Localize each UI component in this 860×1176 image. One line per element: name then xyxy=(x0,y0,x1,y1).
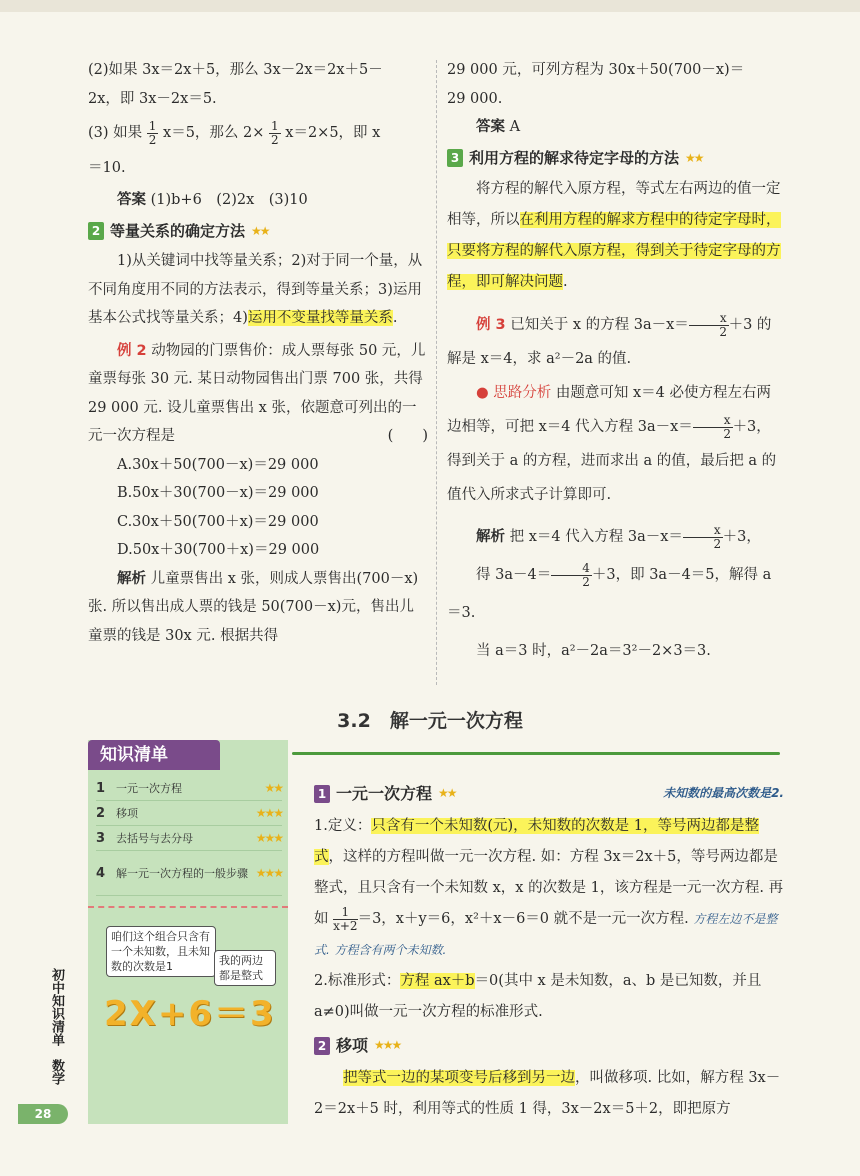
page-number: 28 xyxy=(18,1104,68,1124)
fraction xyxy=(551,562,592,589)
fraction-denominator: 2 xyxy=(148,132,157,147)
section-heading-2 xyxy=(88,217,428,246)
choice-c: C.30x＋50(700＋x)＝29 000 xyxy=(117,513,319,530)
page-edge xyxy=(0,0,860,12)
fraction xyxy=(683,524,723,551)
right-column xyxy=(447,56,782,670)
standard-form-label: 2.标准形式： xyxy=(314,973,401,989)
dashed-separator xyxy=(88,906,288,908)
text-fragment: x＝2×5，即 x xyxy=(285,125,381,141)
fraction-denominator: x+2 xyxy=(333,918,358,933)
thinking-text: 由题意可知 x＝4 必使方程左右两边相等，可把 x＝4 代入方程 3a－x＝ xyxy=(447,385,771,435)
lightbulb-icon: ● xyxy=(476,385,489,401)
choice-d: D.50x＋30(700＋x)＝29 000 xyxy=(117,542,320,558)
definition-text: ＝3，x＋y＝6，x²＋x－6＝0 就不是一元一次方程. xyxy=(357,911,689,927)
text-line: ＝10. xyxy=(88,159,126,176)
star-rating: ★★★ xyxy=(255,806,282,820)
handwritten-note: 方程左边不是整式. xyxy=(314,912,778,957)
answer-line xyxy=(88,186,428,215)
speech-bubble: 我的两边都是整式 xyxy=(214,950,276,986)
fraction-numerator: 1 xyxy=(148,118,157,133)
definition-text: ，这样的方程叫做一元一次方程. 如：方程 3x＝2x＋5，等号两边都是整式，且只含有一个未知数 x，x 的次数是 1，该方程是一元一次方程. 再如 xyxy=(314,849,784,927)
answer-label: 答案 xyxy=(476,118,505,135)
solution-text: ＋3， xyxy=(722,529,761,545)
list-item-number: 2 xyxy=(96,805,106,821)
example-2 xyxy=(88,337,428,451)
example-text: ＋3 的解是 x＝4，求 a²－2a 的值. xyxy=(447,317,772,367)
choice-b: B.50x＋30(700－x)＝29 000 xyxy=(117,485,319,501)
standard-form-text: ＝0(其中 x 是未知数，a、b 是已知数，并且 a≠0)叫做一元一次方程的标准形式. xyxy=(314,973,762,1020)
text-fragment: (3) 如果 xyxy=(88,125,143,141)
fraction-denominator: 2 xyxy=(271,132,279,147)
column-divider xyxy=(436,60,437,685)
fraction-numerator: x xyxy=(693,414,733,428)
fraction xyxy=(689,312,729,339)
star-rating: ★★★ xyxy=(255,866,282,880)
section-number-badge: 2 xyxy=(88,222,104,240)
answer-line xyxy=(447,113,782,142)
fraction-numerator: x xyxy=(683,524,723,538)
section-heading-2b xyxy=(314,1030,784,1061)
fraction-numerator: 4 xyxy=(551,562,592,576)
highlighted-text: 把等式一边的某项变号后移到另一边 xyxy=(343,1070,575,1086)
analysis xyxy=(88,565,428,651)
list-item-number: 4 xyxy=(96,865,106,881)
handwritten-note: 未知数的最高次数是2. xyxy=(663,786,784,800)
thinking-label: 思路分析 xyxy=(493,385,552,401)
section-number-badge: 1 xyxy=(314,785,330,803)
list-item-label: 解一元一次方程的一般步骤 xyxy=(116,867,248,880)
punct: . xyxy=(392,310,398,326)
analysis-text: 儿童票售出 x 张，则成人票售出(700－x)张. 所以售出成人票的钱是 50(700－x)元，售出儿童票的钱是 30x 元. 根据共得 xyxy=(88,570,419,644)
speech-bubble: 咱们这个组合只含有一个未知数，且未知数的次数是1 xyxy=(106,926,216,977)
highlighted-text: 在利用方程的解求方程中的待定字母时，只要将方程的解代入原方程，得到关于待定字母的方程，即可解决问题 xyxy=(447,212,781,290)
solution-line xyxy=(447,556,782,632)
list-item-label: 去括号与去分母 xyxy=(116,832,193,845)
highlighted-text: 方程 ax＋b xyxy=(400,973,475,989)
section-title-3-2: 3.2 解一元一次方程 xyxy=(337,710,523,732)
paragraph xyxy=(447,174,782,298)
text-fragment: x＝5，那么 2× xyxy=(163,125,265,141)
paragraph-text: 将方程的解代入原方程，等式左右两边的值一定相等，所以 xyxy=(447,181,781,228)
thinking-analysis xyxy=(447,376,782,512)
thinking-text: ＋3，得到关于 a 的方程，进而求出 a 的值，最后把 a 的值代入所求式子计算即可. xyxy=(447,419,777,503)
fraction-numerator: x xyxy=(689,312,729,326)
left-column xyxy=(88,56,428,650)
standard-form xyxy=(314,966,784,1028)
list-item xyxy=(96,851,282,896)
section-heading-1 xyxy=(314,778,784,809)
paragraph xyxy=(314,1063,784,1125)
answer-blank: ( ) xyxy=(387,428,428,444)
definition xyxy=(314,811,784,966)
definition-label: 1.定义： xyxy=(314,818,372,834)
highlighted-text: 只含有一个未知数(元)，未知数的次数是 1，等号两边都是整式 xyxy=(314,818,759,865)
text-line: 2x，即 3x－2x＝5. xyxy=(88,90,217,107)
choice-a: A.30x＋50(700－x)＝29 000 xyxy=(117,456,319,473)
section-number-badge: 3 xyxy=(447,149,463,167)
paragraph-text: ，叫做移项. 比如，解方程 3x－2＝2x＋5 时，利用等式的性质 1 得，3x－2x＝5＋2，即把原方 xyxy=(314,1070,781,1117)
section-3-2-content xyxy=(314,776,784,1125)
solution-text: 把 x＝4 代入方程 3a－x＝ xyxy=(509,529,683,545)
fraction-numerator: 1 xyxy=(333,906,357,920)
star-rating: ★★ xyxy=(251,223,269,238)
answer-text: (1)b+6 (2)2x (3)10 xyxy=(150,192,308,208)
knowledge-list-header: 知识清单 xyxy=(88,740,220,770)
section-title: 等量关系的确定方法 xyxy=(110,221,246,240)
example-label: 例 2 xyxy=(117,342,147,359)
equation-illustration: 2X+6＝3 xyxy=(104,994,276,1034)
example-label: 例 3 xyxy=(476,317,506,333)
text-line: 29 000. xyxy=(447,90,503,107)
list-item-label: 移项 xyxy=(116,807,138,820)
solution-line: 当 a＝3 时，a²－2a＝3²－2×3＝3. xyxy=(476,643,711,659)
handwritten-note: 方程含有两个未知数. xyxy=(334,943,447,957)
paragraph-text: 1)从关键词中找等量关系；2)对于同一个量，从不同角度用不同的方法表示，得到等量关系；3)运用基本公式找等量关系；4) xyxy=(88,253,423,326)
answer-label: 答案 xyxy=(117,191,146,208)
solution-text: ＋3，即 3a－4＝5，解得 a＝3. xyxy=(447,567,772,621)
fraction xyxy=(693,414,733,441)
fraction xyxy=(333,906,357,933)
highlighted-text: 运用不变量找等量关系 xyxy=(247,310,393,326)
fraction-denominator: 2 xyxy=(719,324,728,339)
header-rule xyxy=(292,752,780,755)
solution-label: 解析 xyxy=(476,528,505,545)
list-item-number: 1 xyxy=(96,780,106,796)
fraction-denominator: 2 xyxy=(713,536,722,551)
fraction-numerator: 1 xyxy=(271,118,279,133)
answer-text: A xyxy=(509,119,521,135)
list-item-number: 3 xyxy=(96,830,106,846)
example-3 xyxy=(447,308,782,376)
list-item xyxy=(96,801,282,826)
list-item-label: 一元一次方程 xyxy=(116,782,182,795)
star-rating: ★★★ xyxy=(255,831,282,845)
knowledge-list xyxy=(96,776,282,896)
fraction xyxy=(147,120,159,147)
example-text: 动物园的门票售价：成人票每张 50 元，儿童票每张 30 元. 某日动物园售出门票 700 张，共得 29 000 元. 设儿童票售出 x 张，依题意可列出的一元一次方程是 xyxy=(88,342,426,444)
section-title: 一元一次方程 xyxy=(336,784,433,803)
section-title: 移项 xyxy=(336,1036,369,1055)
book-title-vertical: 初中知识清单 数学 xyxy=(49,968,64,1085)
star-rating: ★★ xyxy=(685,150,703,165)
text-line xyxy=(88,119,428,148)
solution-text: 得 3a－4＝ xyxy=(476,567,552,583)
list-item xyxy=(96,776,282,801)
fraction-denominator: 2 xyxy=(582,574,590,589)
section-heading-3 xyxy=(447,144,782,173)
section-title: 利用方程的解求待定字母的方法 xyxy=(469,148,680,167)
star-rating: ★★ xyxy=(438,786,456,800)
section-number-badge: 2 xyxy=(314,1037,330,1055)
fraction xyxy=(269,120,281,147)
fraction-denominator: 2 xyxy=(723,426,731,441)
punct: . xyxy=(563,274,568,290)
text-line: (2)如果 3x＝2x＋5，那么 3x－2x＝2x＋5－ xyxy=(88,62,383,78)
star-rating: ★★★ xyxy=(374,1038,401,1052)
example-text: 已知关于 x 的方程 3a－x＝ xyxy=(510,317,689,333)
list-item xyxy=(96,826,282,851)
star-rating: ★★ xyxy=(264,781,282,795)
analysis-label: 解析 xyxy=(117,569,146,587)
paragraph xyxy=(88,247,428,333)
text-line: 29 000 元，可列方程为 30x＋50(700－x)＝ xyxy=(447,62,745,78)
solution xyxy=(447,518,782,556)
